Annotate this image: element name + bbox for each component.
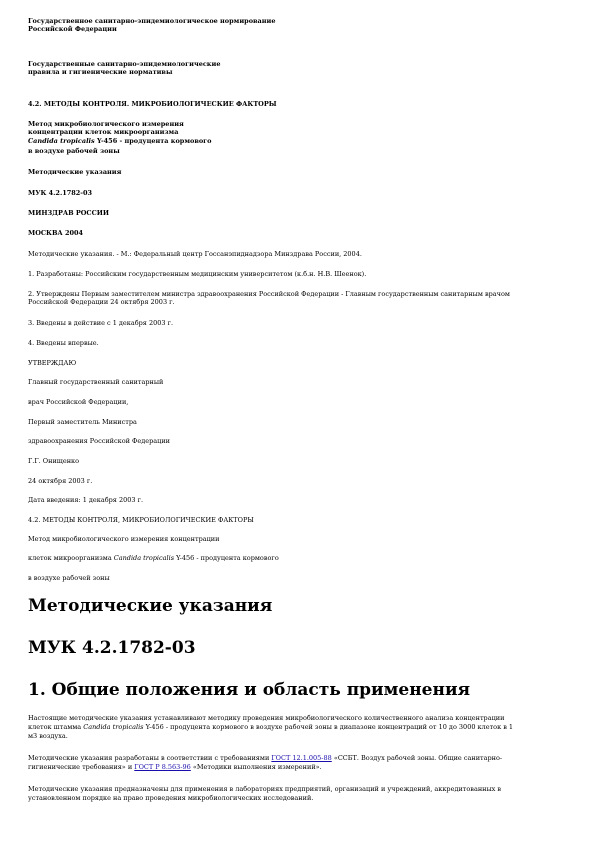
header-line: правила и гигиенические нормативы [28, 68, 173, 76]
ministry: МИНЗДРАВ РОССИИ [28, 209, 110, 217]
title-line [28, 137, 212, 145]
paragraph-line [28, 754, 502, 762]
paragraph-line: Настоящие методические указания устанавливают методику проведения микробиологического количественного анализа концентрации [28, 714, 505, 722]
city-year: МОСКВА 2004 [28, 229, 84, 237]
doc-code: МУК 4.2.1782-03 [28, 189, 93, 197]
title-line-rest: Y-456 - продуцента кормового [94, 137, 212, 145]
species-name: Candida tropicalis [28, 137, 95, 145]
heading-1: Методические указания [28, 596, 273, 616]
list-item: 1. Разработаны: Российским государственным медицинским университетом (к.б.н. Н.В. Шеенок). [28, 270, 367, 278]
gost-link[interactable]: ГОСТ 12.1.005-88 [271, 754, 332, 762]
title-line: Метод микробиологического измерения [28, 120, 184, 128]
title-line-pre: клеток микроорганизма [28, 554, 114, 562]
title-line: Метод микробиологического измерения концентрации [28, 535, 220, 543]
title-line [28, 554, 279, 562]
title-line-rest: Y-456 - продуцента кормового [174, 554, 279, 562]
approve-label: УТВЕРЖДАЮ [28, 359, 77, 367]
section-code-repeat: 4.2. МЕТОДЫ КОНТРОЛЯ, МИКРОБИОЛОГИЧЕСКИЕ ФАКТОРЫ [28, 516, 254, 524]
paragraph-line [28, 763, 322, 771]
list-item: 4. Введены впервые. [28, 339, 99, 347]
paragraph-line [28, 723, 513, 731]
list-item: 3. Введены в действие с 1 декабря 2003 г. [28, 319, 174, 327]
header-line: Российской Федерации [28, 25, 117, 33]
species-name: Candida tropicalis [83, 723, 144, 731]
approval-line: Главный государственный санитарный [28, 378, 164, 386]
approval-line: здравоохранения Российской Федерации [28, 437, 171, 445]
header-line: Государственное санитарно-эпидемиологическое нормирование [28, 17, 276, 25]
title-line: в воздухе рабочей зоны [28, 147, 120, 155]
text-rest: «ССБТ. Воздух рабочей зоны. Общие санитарно- [331, 754, 503, 762]
heading-3: 1. Общие положения и область применения [28, 680, 471, 700]
approval-line: врач Российской Федерации, [28, 398, 129, 406]
text-pre: гигиенические требования» и [28, 763, 135, 771]
header-line: Государственные санитарно-эпидемиологические [28, 60, 221, 68]
title-line: концентрации клеток микроорганизма [28, 128, 179, 136]
species-name: Candida tropicalis [113, 554, 175, 562]
gost-link[interactable]: ГОСТ Р 8.563-96 [134, 763, 191, 771]
doc-type: Методические указания [28, 168, 122, 176]
section-code: 4.2. МЕТОДЫ КОНТРОЛЯ. МИКРОБИОЛОГИЧЕСКИЕ ФАКТОРЫ [28, 100, 277, 108]
title-line: в воздухе рабочей зоны [28, 574, 110, 582]
list-item: Российской Федерации 24 октября 2003 г. [28, 298, 175, 306]
text-pre: клеток штамма [28, 723, 84, 731]
intro-date: Дата введения: 1 декабря 2003 г. [28, 496, 144, 504]
heading-2: МУК 4.2.1782-03 [28, 638, 196, 658]
list-item: 2. Утверждены Первым заместителем министра здравоохранения Российской Федерации - Главным государственным санитарным врачом [28, 290, 510, 298]
citation: Методические указания. - М.: Федеральный центр Госсанэпиднадзора Минздрава России, 2004. [28, 250, 362, 258]
text-pre: Методические указания разработаны в соответствии с требованиями [28, 754, 272, 762]
text-rest: Y-456 - продуцента кормового в воздухе рабочей зоны в диапазоне концентраций от 10 до 3000 клеток в 1 [143, 723, 514, 731]
paragraph-line: Методические указания предназначены для применения в лабораториях предприятий, организаций и учреждений, аккредитованных в [28, 785, 502, 793]
approval-date: 24 октября 2003 г. [28, 477, 93, 485]
text-rest: «Методики выполнения измерений». [190, 763, 322, 771]
paragraph-line: установленном порядке на право проведения микробиологических исследований. [28, 794, 314, 802]
approver-name: Г.Г. Онищенко [28, 457, 79, 465]
paragraph-line: м3 воздуха. [28, 732, 68, 740]
approval-line: Первый заместитель Министра [28, 418, 137, 426]
